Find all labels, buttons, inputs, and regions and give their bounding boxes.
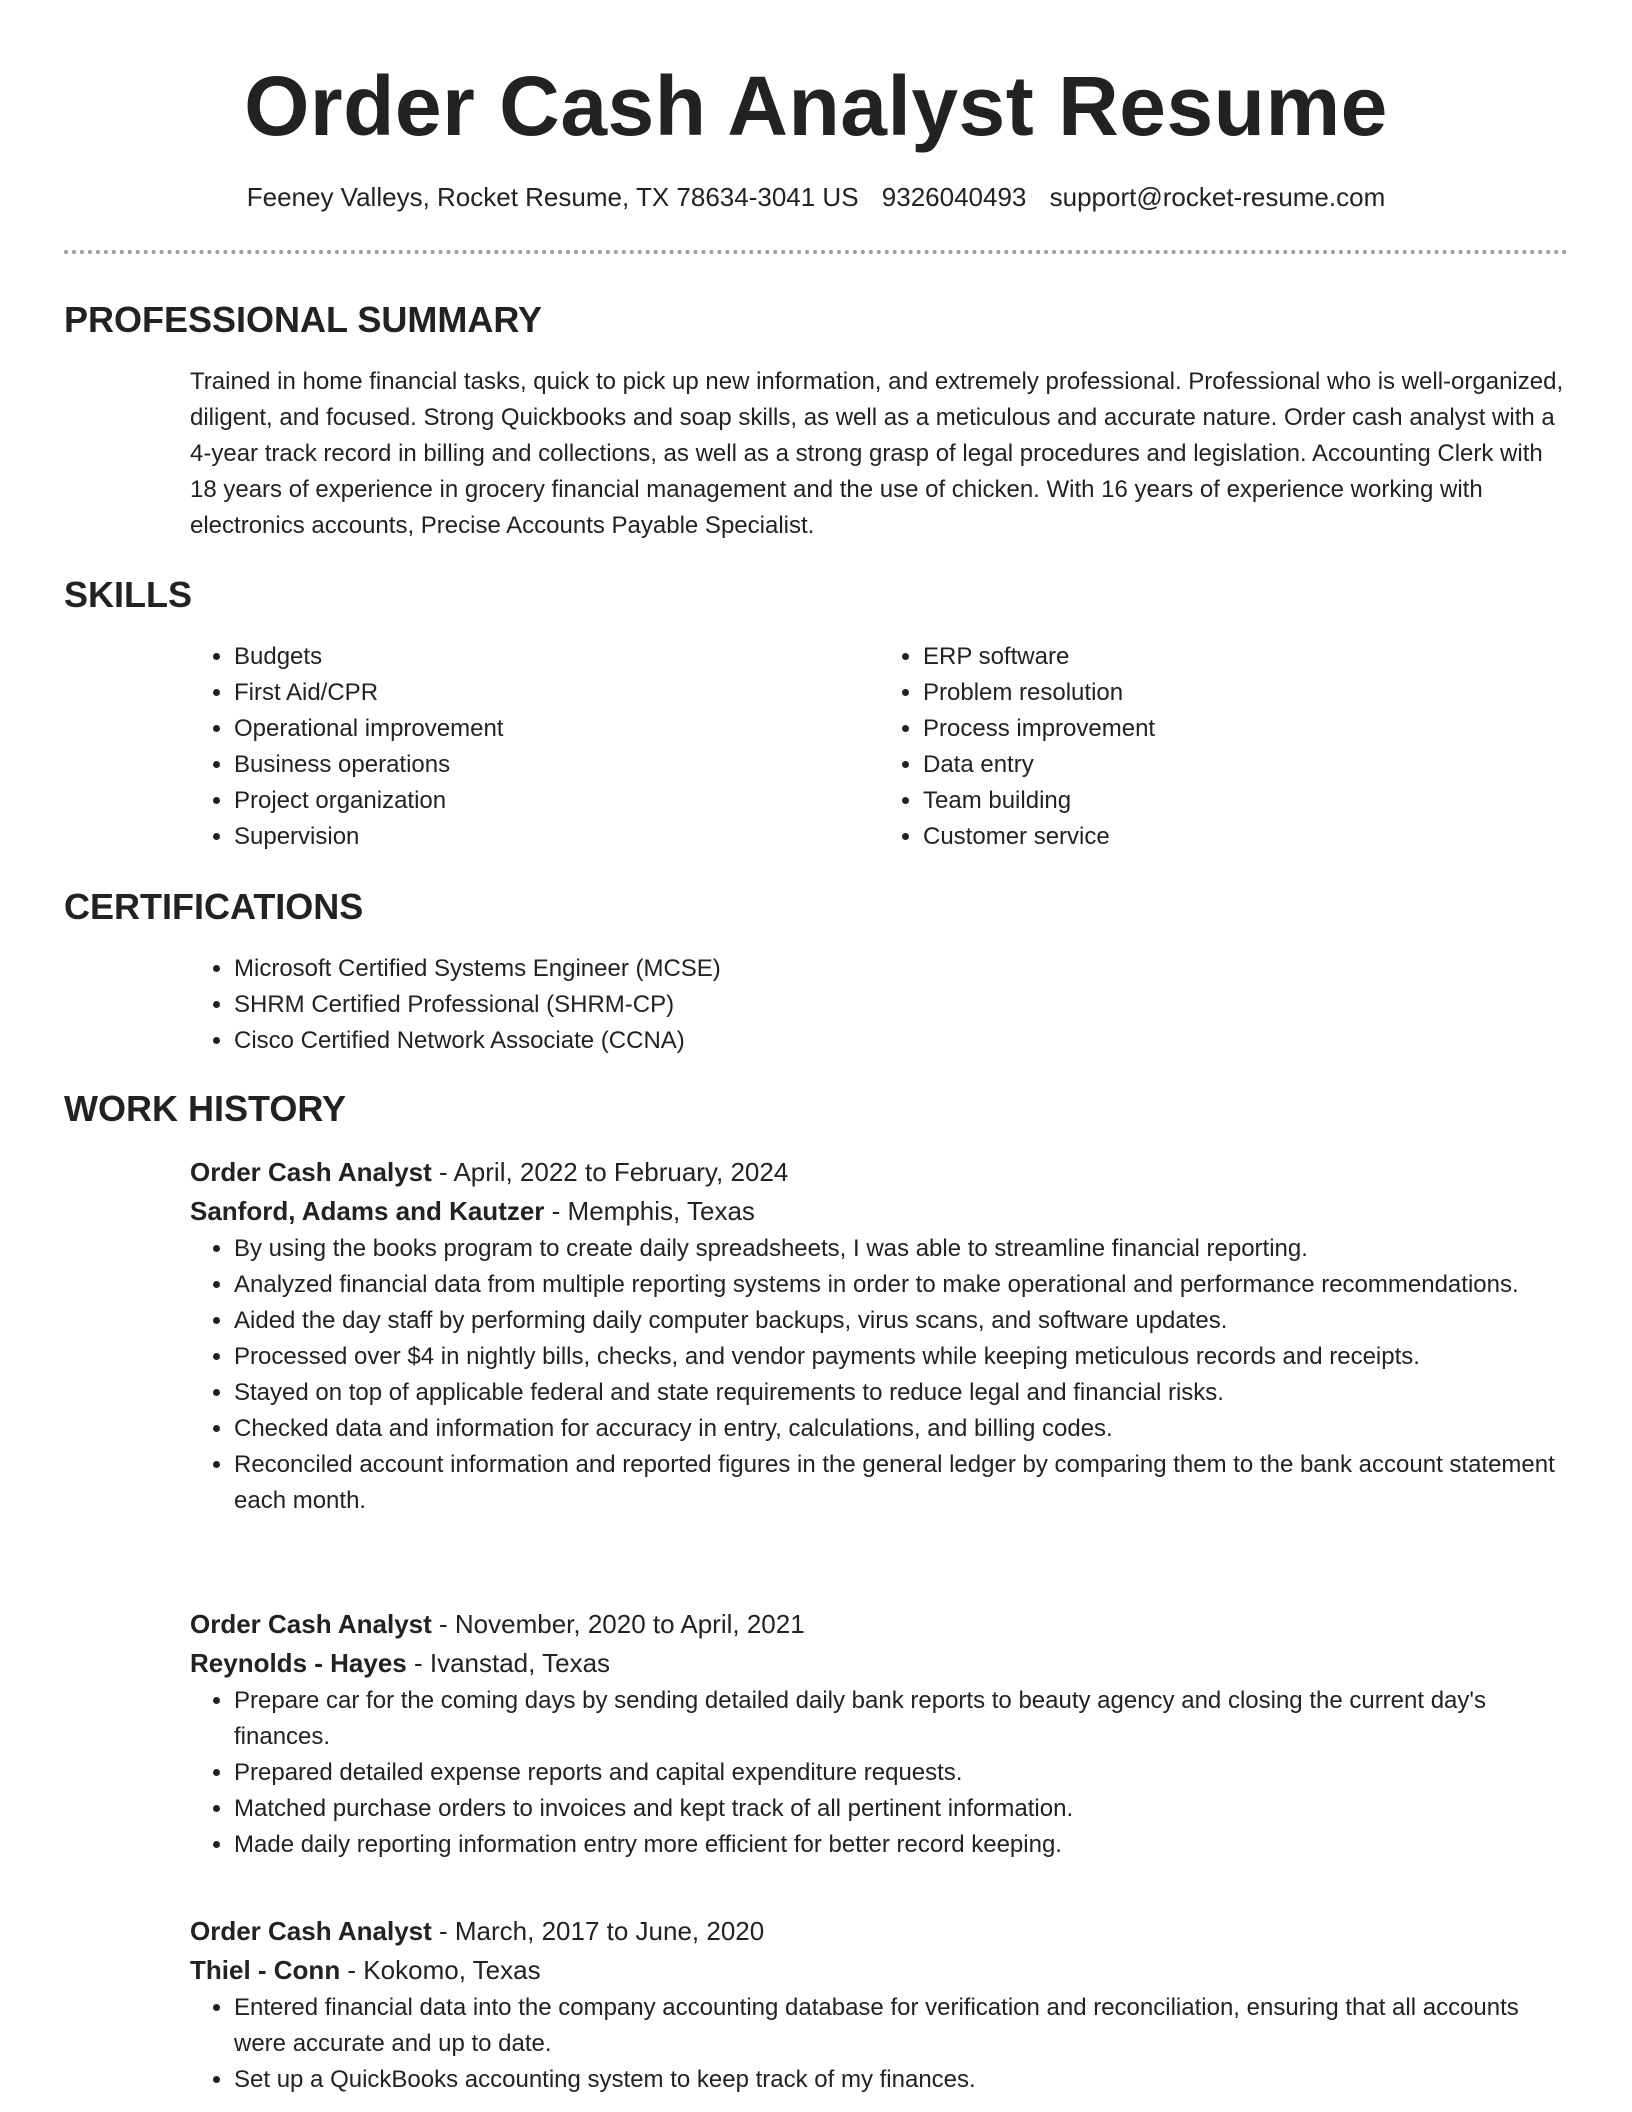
job-company-line <box>190 1192 1568 1231</box>
job-duty: • Prepare car for the coming days by sending detailed daily bank reports to beauty agency and closing the current day's finances. <box>234 1683 1568 1755</box>
contact-line <box>0 180 1632 214</box>
job-title-line <box>190 1912 1568 1951</box>
skill-item: • Team building <box>923 783 1568 819</box>
skill-item: • Customer service <box>923 819 1568 855</box>
skill-item: • Business operations <box>234 747 879 783</box>
certification-item: • SHRM Certified Professional (SHRM-CP) <box>234 987 1568 1023</box>
skills-heading: SKILLS <box>64 574 193 615</box>
job-entry <box>190 1605 1568 1863</box>
skill-item: • Project organization <box>234 783 879 819</box>
contact-address: Feeney Valleys, Rocket Resume, TX 78634-3041 US <box>246 182 859 212</box>
skill-item: • ERP software <box>923 639 1568 675</box>
contact-email: support@rocket-resume.com <box>1049 182 1386 212</box>
certifications-list <box>190 951 1568 1059</box>
job-title-line <box>190 1605 1568 1644</box>
job-duty: • Stayed on top of applicable federal and state requirements to reduce legal and financial risks. <box>234 1375 1568 1411</box>
skill-item: • Supervision <box>234 819 879 855</box>
job-entry <box>190 1153 1568 1519</box>
skill-item: • Problem resolution <box>923 675 1568 711</box>
job-duty: • Entered financial data into the company accounting database for verification and reconciliation, ensuring that all accounts were accurate and up to date. <box>234 1990 1568 2062</box>
job-location: - Kokomo, Texas <box>340 1955 541 1985</box>
job-duty: • By using the books program to create daily spreadsheets, I was able to streamline financial reporting. <box>234 1231 1568 1267</box>
job-company: Sanford, Adams and Kautzer <box>190 1196 545 1226</box>
skill-item: • Operational improvement <box>234 711 879 747</box>
work-history-heading: WORK HISTORY <box>64 1088 347 1129</box>
job-duty: • Matched purchase orders to invoices and kept track of all pertinent information. <box>234 1791 1568 1827</box>
summary-heading: PROFESSIONAL SUMMARY <box>64 299 543 340</box>
contact-phone: 9326040493 <box>881 182 1027 212</box>
skill-item: • First Aid/CPR <box>234 675 879 711</box>
job-role: Order Cash Analyst <box>190 1157 432 1187</box>
skill-item: • Budgets <box>234 639 879 675</box>
job-duty: • Analyzed financial data from multiple reporting systems in order to make operational and performance recommendations. <box>234 1267 1568 1303</box>
job-company-line <box>190 1644 1568 1683</box>
skill-item: • Data entry <box>923 747 1568 783</box>
certifications-block <box>190 951 1568 1059</box>
job-dates: - March, 2017 to June, 2020 <box>431 1916 765 1946</box>
job-title-line <box>190 1153 1568 1192</box>
job-entry <box>190 1912 1568 2098</box>
job-company-line <box>190 1951 1568 1990</box>
job-dates: - November, 2020 to April, 2021 <box>431 1609 805 1639</box>
skills-list-right <box>879 639 1568 855</box>
job-duty: • Aided the day staff by performing daily computer backups, virus scans, and software updates. <box>234 1303 1568 1339</box>
job-location: - Ivanstad, Texas <box>406 1648 611 1678</box>
certifications-heading: CERTIFICATIONS <box>64 886 364 927</box>
header-divider <box>64 250 1568 254</box>
certification-item: • Cisco Certified Network Associate (CCNA) <box>234 1023 1568 1059</box>
skills-grid <box>190 639 1568 855</box>
job-duties-list <box>190 1231 1568 1519</box>
job-dates: - April, 2022 to February, 2024 <box>431 1157 789 1187</box>
job-company: Reynolds - Hayes <box>190 1648 407 1678</box>
resume-title: Order Cash Analyst Resume <box>244 59 1388 153</box>
summary-block <box>190 364 1568 544</box>
job-role: Order Cash Analyst <box>190 1609 432 1639</box>
job-duty: • Made daily reporting information entry more efficient for better record keeping. <box>234 1827 1568 1863</box>
skill-item: • Process improvement <box>923 711 1568 747</box>
job-duty: • Processed over $4 in nightly bills, checks, and vendor payments while keeping meticulous records and receipts. <box>234 1339 1568 1375</box>
job-duty: • Set up a QuickBooks accounting system to keep track of my finances. <box>234 2062 1568 2098</box>
job-role: Order Cash Analyst <box>190 1916 432 1946</box>
job-company: Thiel - Conn <box>190 1955 341 1985</box>
job-duty: • Prepared detailed expense reports and capital expenditure requests. <box>234 1755 1568 1791</box>
job-duty: • Reconciled account information and reported figures in the general ledger by comparing them to the bank account statement each month. <box>234 1447 1568 1519</box>
skills-list-left <box>190 639 879 855</box>
summary-text: Trained in home financial tasks, quick to pick up new information, and extremely professional. Professional who is well-organized, diligent, and focused. Strong Quickbooks and soap skills, as well as a meticulous and accurate nature. Order cash analyst with a 4-year track record in billing and collections, as well as a strong grasp of legal procedures and legislation. Accounting Clerk with 18 years of experience in grocery financial management and the use of chicken. With 16 years of experience working with electronics accounts, Precise Accounts Payable Specialist. <box>190 368 1564 539</box>
job-duties-list <box>190 1990 1568 2098</box>
job-location: - Memphis, Texas <box>544 1196 755 1226</box>
job-duties-list <box>190 1683 1568 1863</box>
certification-item: • Microsoft Certified Systems Engineer (MCSE) <box>234 951 1568 987</box>
job-duty: • Checked data and information for accuracy in entry, calculations, and billing codes. <box>234 1411 1568 1447</box>
